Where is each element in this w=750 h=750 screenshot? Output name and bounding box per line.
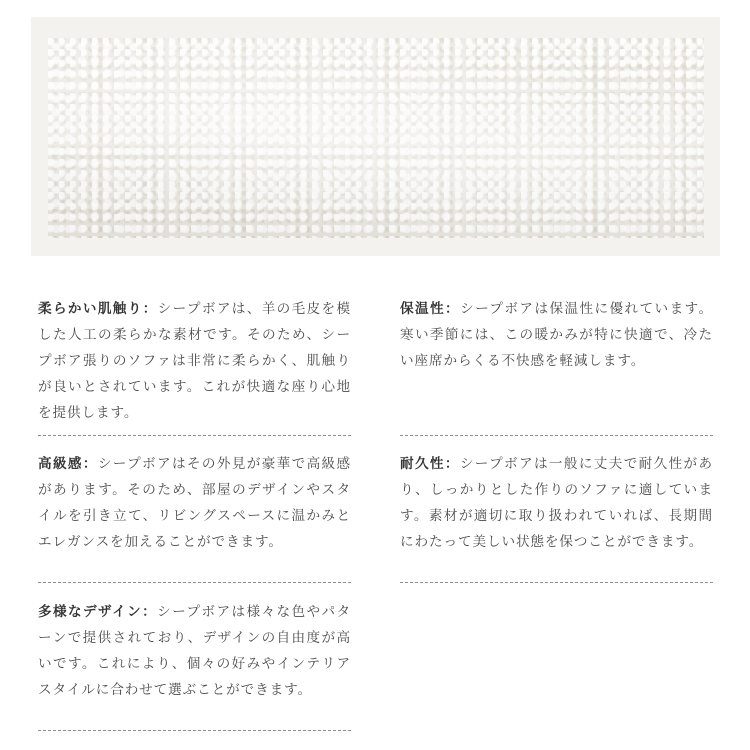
section-divider [400,582,713,583]
feature-title: 多様なデザイン： [38,604,158,620]
feature-body: シープボアは様々な色やパターンで提供されており、デザインの自由度が高いです。これにより、個々の好みやインテリアスタイルに合わせて選ぶことができます。 [38,604,351,698]
feature-title: 柔らかい肌触り： [38,301,158,317]
feature-design-variety [38,599,351,703]
feature-soft-touch [38,296,351,426]
feature-title: 高級感： [38,456,98,472]
section-divider [38,435,351,436]
feature-title: 耐久性： [400,456,460,472]
section-divider [38,582,351,583]
feature-body: シープボアは、羊の毛皮を模した人工の柔らかな素材です。そのため、シープボア張りのソファは非常に柔らかく、肌触りが良いとされています。これが快適な座り心地を提供します。 [38,301,351,421]
section-divider [38,730,351,731]
feature-title: 保温性： [400,301,461,317]
feature-durability [400,451,713,555]
product-image-frame [31,17,720,256]
feature-body: シープボアは一般に丈夫で耐久性があり、しっかりとした作りのソファに適しています。素材が適切に取り扱われていれば、長期間にわたって美しい状態を保つことができます。 [400,456,713,550]
feature-warmth [400,296,713,374]
section-divider [400,435,713,436]
feature-luxury [38,451,351,555]
feature-body: シープボアはその外見が豪華で高級感があります。そのため、部屋のデザインやスタイルを引き立て、リビングスペースに温かみとエレガンスを加えることができます。 [38,456,351,550]
feature-body: シープボアは保温性に優れています。寒い季節には、この暖かみが特に快適で、冷たい座席からくる不快感を軽減します。 [400,301,713,369]
sheep-boa-fabric-image [48,38,704,238]
